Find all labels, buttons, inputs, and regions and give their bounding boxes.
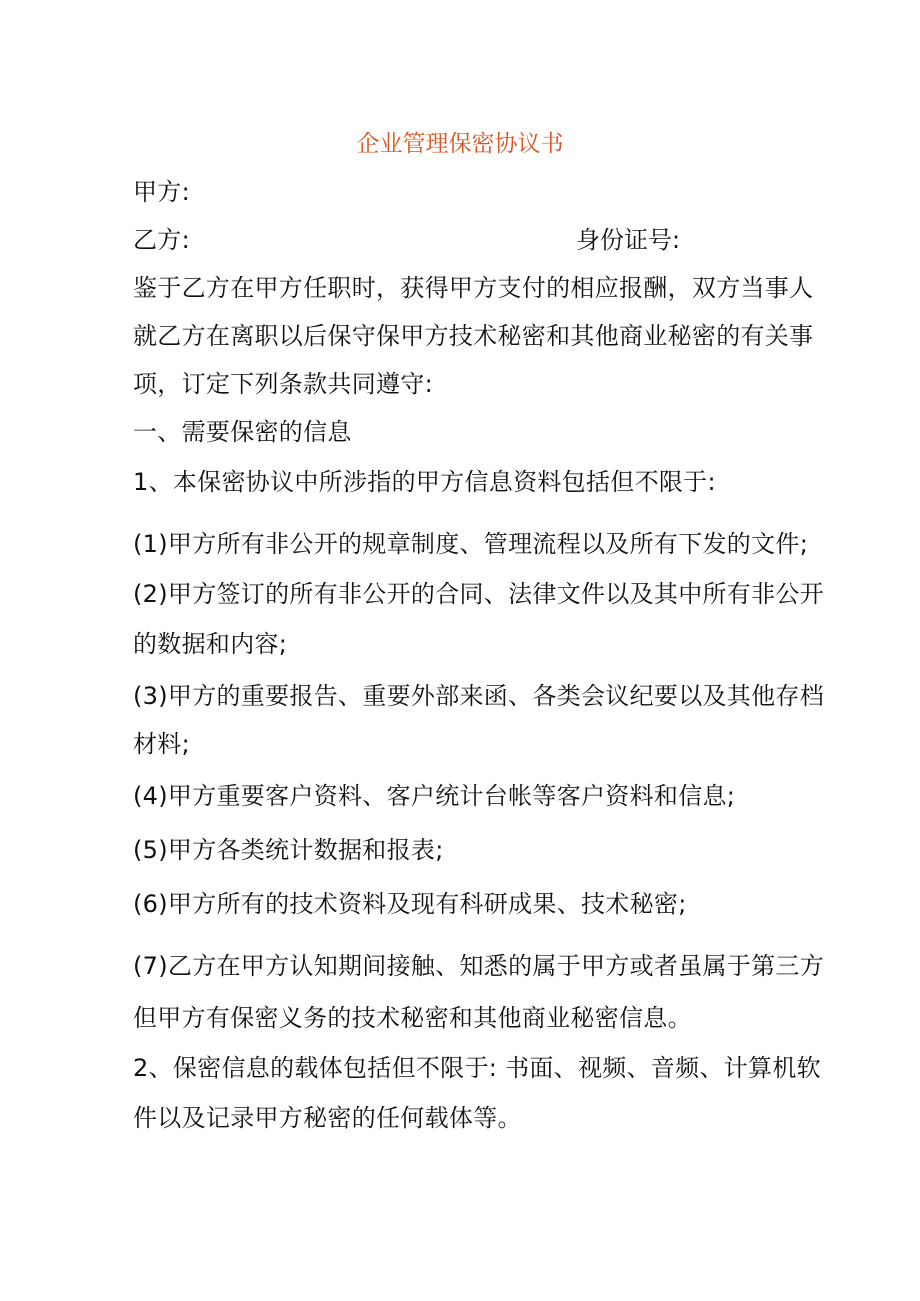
- list-item: (2)甲方签订的所有非公开的合同、法律文件以及其中所有非公开: [133, 580, 824, 608]
- list-item: (5)甲方各类统计数据和报表;: [133, 836, 444, 864]
- list-item: (1)甲方所有非公开的规章制度、管理流程以及所有下发的文件;: [133, 530, 809, 558]
- clause-2: 2、保密信息的载体包括但不限于: 书面、视频、音频、计算机软: [133, 1054, 821, 1082]
- list-item: (3)甲方的重要报告、重要外部来函、各类会议纪要以及其他存档: [133, 682, 824, 710]
- party-a-label: 甲方:: [133, 178, 190, 206]
- clause-1: 1、本保密协议中所涉指的甲方信息资料包括但不限于:: [133, 468, 716, 496]
- document-title: 企业管理保密协议书: [356, 131, 564, 157]
- list-item: 材料;: [133, 730, 190, 758]
- list-item: (4)甲方重要客户资料、客户统计台帐等客户资料和信息;: [133, 782, 736, 810]
- list-item: (7)乙方在甲方认知期间接触、知悉的属于甲方或者虽属于第三方: [133, 952, 824, 980]
- list-item: (6)甲方所有的技术资料及现有科研成果、技术秘密;: [133, 890, 687, 918]
- intro-line: 就乙方在离职以后保守保甲方技术秘密和其他商业秘密的有关事: [133, 322, 814, 350]
- clause-2: 件以及记录甲方秘密的任何载体等。: [133, 1104, 522, 1132]
- id-number-label: 身份证号:: [576, 226, 681, 254]
- party-b-label: 乙方:: [133, 226, 190, 254]
- intro-line: 项，订定下列条款共同遵守:: [133, 370, 433, 398]
- list-item: 但甲方有保密义务的技术秘密和其他商业秘密信息。: [133, 1004, 692, 1032]
- section-heading: 一、需要保密的信息: [133, 418, 352, 446]
- list-item: 的数据和内容;: [133, 630, 288, 658]
- intro-line: 鉴于乙方在甲方任职时，获得甲方支付的相应报酬，双方当事人: [133, 274, 814, 302]
